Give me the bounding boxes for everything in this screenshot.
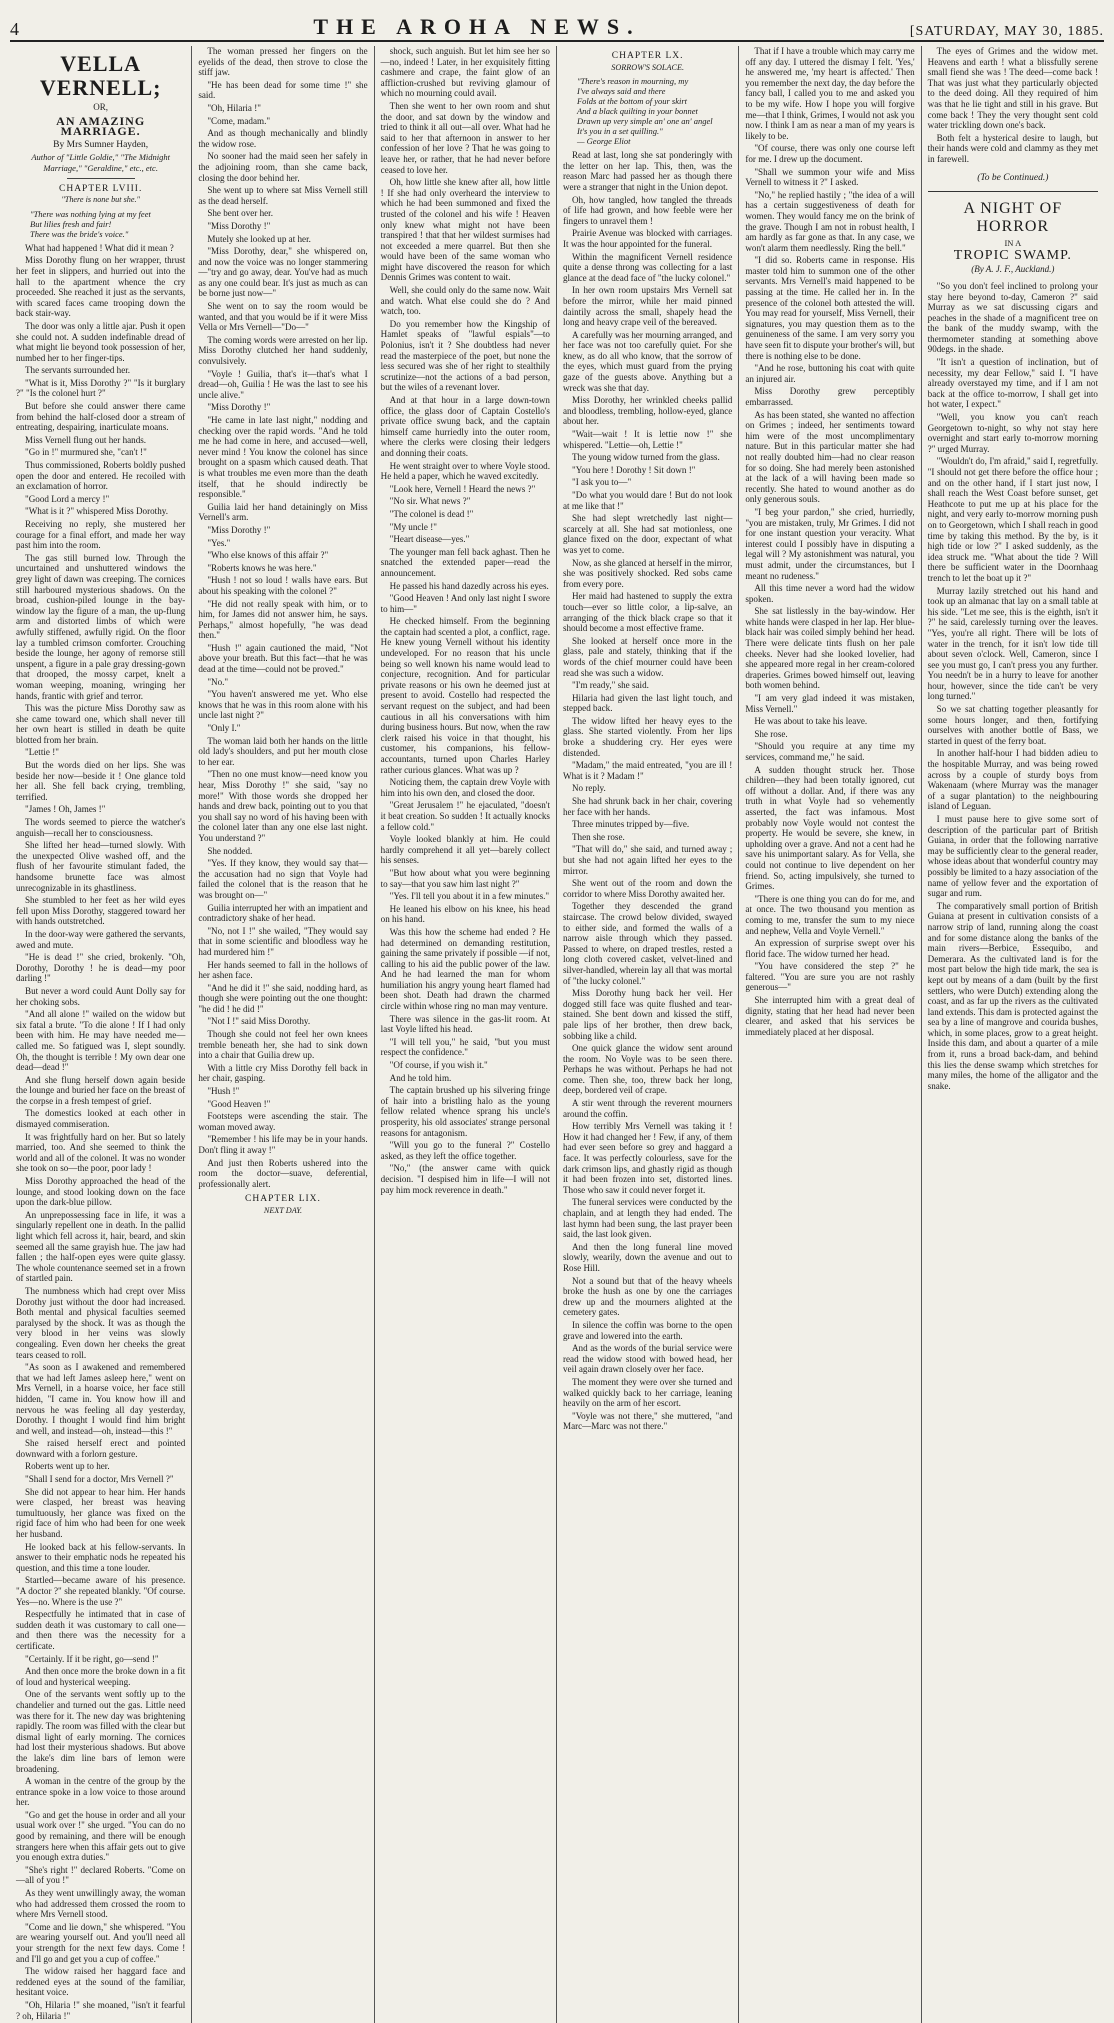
paragraph: There was silence in the gas-lit room. At last Voyle lifted his head. — [380, 1013, 550, 1035]
paragraph: One quick glance the widow sent around the room. No Voyle was to be seen there. Perhaps he was without. Perhaps he had not come. Then she, too, threw back her long, deep, bordered veil of crape. — [562, 1043, 733, 1096]
paragraph: "Of course, if you wish it." — [389, 1060, 488, 1071]
paragraph: Startled—became aware of his presence. "A doctor ?" she repeated blankly. "Of course. Yes—no. Where is the use ?" — [16, 1575, 186, 1607]
paragraph: "Voyle ! Guilia, that's it—that's what I dread—oh, Guilia ! He was the last to see his uncle alive." — [198, 368, 368, 400]
masthead — [10, 10, 1104, 42]
paragraph: "What is it, Miss Dorothy ?" "Is it burglary ?" "Is the colonel hurt ?" — [16, 377, 186, 399]
story-subtitle: TROPIC SWAMP. — [953, 247, 1072, 263]
paragraph: "Madam," the maid entreated, "you are ill ! What is it ? Madam !" — [562, 760, 733, 781]
paragraph: Oh, how little she knew after all, how little ! If she had only overheard the interview to which he had been summoned and fixed the trusted of the colonel and his wife ! Heaven only knew what might not have been transpired ! that that her wildest surmises had not exceeded a mere quarrel. But then she would have been of the same woman who might have discovered the reason for which Dennis Grimes was content to wait. — [380, 177, 550, 283]
paragraph: "Voyle was not there," she muttered, "and Marc—Marc was not there." — [562, 1410, 733, 1432]
paragraph: Footsteps were ascending the stair. The woman moved away. — [198, 1111, 368, 1132]
paragraph: An unprepossessing face in life, it was a singularly repellent one in death. In the pallid light which fell across it, hair, beard, and skin seemed all the same grayish hue. The jaw had fallen ; the half-open eyes were quite glassy. The whole countenance seemed set in a frown of startled pain. — [16, 1209, 186, 1284]
paragraph: Respectfully he intimated that in case of sudden death it was customary to call one—and then there was the necessity for a certificate. — [16, 1609, 186, 1651]
paragraph: "As soon as I awakened and remembered that we had left James asleep here," went on Mrs Vernell, in a hoarse voice, her face still hidden, "I came in. You know how ill and nervous he was feeling all day yesterday, Dorothy. I thought I would find him bright and well, and instead—oh, instead—this !" — [16, 1362, 186, 1436]
paragraph: "Good Heaven ! And only last night I swore to him—" — [380, 593, 550, 614]
column-5 — [739, 46, 921, 2023]
paragraph: The woman laid both her hands on the little old lady's shoulders, and put her mouth close to her ear. — [198, 735, 368, 767]
paragraph: The domestics looked at each other in dismayed commiseration. — [16, 1108, 186, 1130]
paragraph: It was frightfully hard on her. But so lately married, too. And she seemed to think the world and all of the colonel. It was no wonder she took on so—the poor, poor lady ! — [16, 1131, 186, 1174]
paragraph: That if I have a trouble which may carry me off any day. I uttered the dismay I felt. 'Yes,' he answered me, 'my heart is affected.' Then you remember the next day, the day before the fancy ball, I called you to me and asked you to be my wife. How I hope you will forgive me—that I think, Grimes, I would not ask you now. I think I am as near a man of my years is likely to be. — [745, 46, 915, 141]
paragraph: But never a word could Aunt Dolly say for her choking sobs. — [16, 985, 186, 1007]
paragraph: "Miss Dorothy, dear," she whispered on, and now the voice was no longer stammering—"try and go away, dear. You've had as much as any one could bear. It's just as much as can be borne just now—" — [198, 246, 368, 299]
paragraph: So we sat chatting together pleasantly for some hours longer, and then, fortifying ourselves with another bottle of Bass, we started in quest of the ferry boat. — [927, 704, 1098, 746]
paragraph: "You here ! Dorothy ! Sit down !" — [571, 464, 696, 475]
verse-line: Folds at the bottom of your skirt — [576, 96, 688, 107]
paragraph: A sudden thought struck her. Those children—they had been totally ignored, cut off without a dollar. And, if there was any truth in what Voyle had so vehemently asserted, the fact was infamous. Most probably now Voyle would not contest the property. He would be severe, she knew, in upholding over a grave. And not a cent had he save his unimportant salary. As for Vella, she could not continue to live dependent on her friend. So, acting impulsively, she turned to Grimes. — [745, 764, 915, 892]
paragraph: How terribly Mrs Vernell was taking it ! How it had changed her ! Few, if any, of them had ever seen before so grey and haggard a face. It was perfectly colourless, save for the dark crimson lips, and ghastly rigid as though it had been frozen into set, distorted lines. Those who saw it could never forget it. — [562, 1121, 733, 1195]
article-body — [928, 281, 1098, 1092]
verse-line: — George Eliot — [576, 136, 631, 147]
paragraph: As they went unwillingly away, the woman who had addressed them crossed the room to where Mrs Vernell stood. — [16, 1888, 186, 1920]
chapter-heading: CHAPTER LIX. — [245, 1194, 321, 1205]
paragraph: "Miss Dorothy !" — [207, 402, 271, 413]
paragraph: Was this how the scheme had ended ? He had determined on demanding restitution, gaining the same privately if possible —if not, calling to his aid the public power of the law. And he had learned the man for whom humiliation his angry young heart flamed had been shot. Death had drawn the charmed circle within whose ring no man may venture. — [380, 926, 550, 1012]
paragraph: In silence the coffin was borne to the open grave and lowered into the earth. — [562, 1319, 733, 1341]
paragraph: Receiving no reply, she mustered her courage for a final effort, and made her way past him into the room. — [16, 519, 186, 551]
paragraph: In her own room upstairs Mrs Vernell sat before the mirror, while her maid pinned daintily across the small, shapely head the long and heavy crape veil of the bereaved. — [562, 285, 733, 328]
paragraph: "Yes." — [207, 537, 231, 548]
chapter-verse — [563, 76, 732, 146]
paragraph: "He has been dead for some time !" she said. — [198, 79, 368, 101]
paragraph: "But how about what you were beginning to say—that you saw him last night ?" — [380, 867, 550, 889]
paragraph: She went on to say the room would be wanted, and that you would be if it were Miss Vella or Mrs Vernell—"Do—" — [198, 301, 368, 333]
paragraph: "I am very glad indeed it was mistaken, Miss Vernell." — [745, 693, 915, 714]
paragraph: An expression of surprise swept over his florid face. The widow turned her head. — [745, 938, 915, 959]
paragraph: Prairie Avenue was blocked with carriages. It was the hour appointed for the funeral. — [562, 228, 733, 249]
paragraph: Thus commissioned, Roberts boldly pushed open the door and entered. He recoiled with an exclamation of horror. — [16, 460, 186, 492]
article-body — [745, 46, 914, 1037]
paragraph: "Will you go to the funeral ?" Costello asked, as they left the office together. — [380, 1140, 550, 1161]
paragraph: He passed his hand dazedly across his eyes. — [389, 580, 549, 591]
paragraph: "What is it ?" whispered Miss Dorothy. — [25, 506, 168, 517]
paragraph: "My uncle !" — [389, 521, 437, 532]
article-body — [928, 46, 1098, 165]
paragraph: "Should you require at any time my services, command me," he said. — [745, 741, 915, 762]
paragraph: Guilia interrupted her with an impatient and contradictory shake of her head. — [198, 902, 368, 924]
section-divider — [928, 191, 1098, 192]
paragraph: "Shall I send for a doctor, Mrs Vernell ?" — [25, 1474, 174, 1485]
paragraph: "He is dead !" she cried, brokenly. "Oh, Dorothy, Dorothy ! he is dead—my poor darling !" — [16, 952, 186, 984]
paragraph: The younger man fell back aghast. Then he snatched the extended paper—read the announcement. — [380, 546, 550, 578]
paragraph: Voyle looked blankly at him. He could hardly comprehend it all yet—barely collect his senses. — [380, 834, 550, 866]
paragraph: "Oh, Hilaria !" — [207, 102, 261, 113]
newspaper-title: THE AROHA NEWS. — [313, 14, 641, 39]
paragraph: Guilia laid her hand detainingly on Miss Vernell's arm. — [198, 501, 368, 523]
chapter-verse — [16, 209, 185, 239]
page-number: 4 — [10, 19, 19, 39]
paragraph: "Hush ! not so loud ! walls have ears. But about his speaking with the colonel ?" — [198, 575, 368, 596]
paragraph: She bent over her. — [207, 208, 273, 219]
paragraph: She had slept wretchedly last night—scarcely at all. She had sat motionless, one glance fixed on the door, expectant of what was yet to come. — [562, 513, 733, 555]
paragraph: The numbness which had crept over Miss Dorothy just without the door had increased. Both mental and physical faculties seemed paralysed by the shock. It was as though the very blood in her veins was slowly congealing. Even down her cheeks the great tears ceased to roll. — [16, 1285, 186, 1360]
paragraph: Miss Dorothy, her wrinkled cheeks pallid and bloodless, trembling, hollow-eyed, glance about her. — [562, 395, 733, 427]
paragraph: Oh, how tangled, how tangled the threads of life had grown, and how feeble were her fingers to unravel them ! — [562, 194, 733, 226]
paragraph: Within the magnificent Vernell residence quite a dense throng was collecting for a last glance at the dead face of "the lucky colonel." — [562, 251, 733, 283]
paragraph: A woman in the centre of the group by the entrance spoke in a low voice to those around her. — [16, 1776, 186, 1808]
paragraph: And he told him. — [389, 1072, 452, 1083]
paragraph: "No," he replied hastily ; "the idea of a will has a certain suggestiveness of death for women. They would fancy me on the brink of the grave. Though I am not in robust health, I am hardly as far gone as that. In any case, we won't alarm them needlessly. Ring the bell." — [745, 189, 915, 253]
paragraph: Miss Dorothy flung on her wrapper, thrust her feet in slippers, and hurried out into the hall to the apartment whence the cry proceeded. She reached it just as the servants, with scared faces came trooping down the back stair-way. — [16, 255, 186, 319]
chapter-subheading: NEXT DAY. — [263, 1205, 303, 1215]
column-1 — [10, 46, 192, 2023]
paragraph: "Certainly. If it be right, go—send !" — [25, 1653, 159, 1664]
paragraph: "Yes. I'll tell you about it in a few minutes." — [389, 891, 550, 902]
serial-byline: By Mrs Sumner Hayden, — [53, 139, 149, 150]
paragraph: She stumbled to her feet as her wild eyes fell upon Miss Dorothy, staggered toward her with hands outstretched. — [16, 895, 186, 927]
divider — [67, 178, 135, 179]
paragraph: "He came in late last night," nodding and checking over the rapid words. "And he told me he had come in here, and accused—well, never mind ! You know the colonel has since brought on a spasm which caused death. That is what troubles me even more than the death itself, that he should indirectly be responsible." — [198, 415, 368, 500]
chapter-heading: CHAPTER LX. — [611, 51, 684, 61]
paragraph: Roberts went up to her. — [25, 1461, 110, 1472]
paragraph: The woman pressed her fingers on the eyelids of the dead, then strove to close the stiff jaw. — [198, 46, 368, 78]
paragraph: But the words died on her lips. She was beside her now—beside it ! One glance told her all. She fell back crying, trembling, terrified. — [16, 760, 186, 802]
paragraph: A carefully was her mourning arranged, and her face was not too carefully quiet. For she knew, as do all who know, that the sorrow of the eyes, which must guard from the prying gaze of the guests above. Anything but a wreck was she that day. — [562, 329, 733, 393]
serial-author-note: Author of "Little Goldie," "The Midnight Marriage," "Geraldine," etc., etc. — [31, 152, 170, 173]
paragraph: "It isn't a question of inclination, but of necessity, my dear Fellow," said I. "I have already overstayed my time, and if I am not back at the office to-morrow, I shall get into hot water, I expect." — [927, 357, 1098, 410]
paragraph: In the door-way were gathered the servants, awed and mute. — [16, 928, 186, 950]
chapter-epigraph: "There is none but she." — [61, 195, 140, 205]
paragraph: She rose. — [754, 728, 788, 739]
paragraph: And as though mechanically and blindly the widow rose. — [198, 128, 368, 149]
paragraph: Though she could not feel her own knees tremble beneath her, she had to sink down into a chair that Guilia drew up. — [198, 1029, 368, 1061]
paragraph: "And he rose, buttoning his coat with quite an injured air. — [745, 363, 915, 384]
paragraph: "Heart disease—yes." — [389, 534, 470, 545]
column-4 — [557, 46, 739, 2023]
story-byline: (By A. J. F., Auckland.) — [971, 264, 1055, 275]
paragraph: Miss Dorothy grew perceptibly embarrassed. — [745, 386, 915, 407]
paragraph: He was about to take his leave. — [754, 716, 868, 727]
paragraph: "And he did it !" she said, nodding hard, as though she were pointing out the one thought: "he did ! he did !" — [198, 982, 368, 1014]
paragraph: Miss Vernell flung out her hands. — [25, 434, 147, 445]
paragraph: She did not appear to hear him. Her hands were clasped, her breast was heaving tumultuously, her glance was fixed on the rigid face of him who had been for one week her husband. — [16, 1486, 186, 1540]
paragraph: "Good Heaven !" — [207, 1098, 271, 1109]
paragraph: "James ! Oh, James !" — [25, 804, 106, 815]
paragraph: No reply. — [571, 783, 606, 794]
paragraph: A stir went through the reverent mourners around the coffin. — [562, 1098, 733, 1119]
paragraph: "Only I." — [207, 723, 241, 734]
paragraph: The door was only a little ajar. Push it open she could not. A sudden indefinable dread of what might lie beyond took possession of her, numbed her to her finger-tips. — [16, 320, 186, 363]
paragraph: "Come, madam." — [207, 115, 271, 126]
paragraph: He checked himself. From the beginning the captain had scented a plot, a conflict, rage. He knew young Vernell without his identity undeveloped. For no reason that his uncle being so well known his name would lead to conjecture, recognition. And for particular private reasons or his own he deemed just at present to avoid. Costello had respected the servant request on the subject, and had been cautious in all his conversations with him during business hours. But now, when the raw clerk raised his voice in that thought, his customer, his companions, his fellow-accountants, turned upon Charles Harley rather curious glances. What was up ? — [380, 616, 550, 775]
paragraph: "I ask you to—" — [571, 477, 632, 488]
paragraph: "Go and get the house in order and all your usual work over !" she urged. "You can do no good by remaining, and there will be enough strangers here when this affair gets out to give you enough extra duties." — [16, 1809, 186, 1863]
verse-line: "There's reason in mourning, my — [576, 76, 689, 87]
paragraph: And just then Roberts ushered into the room the doctor—suave, deferential, professionally alert. — [198, 1157, 368, 1189]
paragraph: "Miss Dorothy !" — [207, 524, 271, 535]
paragraph: With a little cry Miss Dorothy fell back in her chair, gasping. — [198, 1062, 368, 1084]
paragraph: Do you remember how the Kingship of Hamlet speaks of "lawful espials"—to Polonius, isn't it ? She doubtless had never read the masterpiece of the poet, but none the less secured was she of her right to stealthily scrutinize—not the actions of a bad person, but the wiles of a revenant lover. — [380, 318, 550, 393]
paragraph: "I did so. Roberts came in response. His master told him to summon one of the other servants. Mrs Vernell's maid happened to be passing at the time. He called her in. In the presence of the colonel both attested the will. You may read for yourself, Miss Vernell, their signatures, you may question them as to the genuineness of the same. I am very sorry you have seen fit to dispute your brother's will, but there is nothing else to be done. — [745, 255, 915, 361]
paragraph: "You have considered the step ?" he faltered. "You are sure you are not rashly generous—" — [745, 961, 915, 993]
column-2 — [192, 46, 374, 2023]
paragraph: "No," (the answer came with quick decision. "I despised him in life—I will not pay him mock reverence in death." — [380, 1163, 550, 1195]
verse-line: There was the bride's voice." — [30, 228, 129, 239]
paragraph: And at that hour in a large down-town office, the glass door of Captain Costello's private office swung back, and the captain himself came hurriedly into the outer room, where the clerks were closing their ledgers and donning their coats. — [380, 395, 550, 458]
paragraph: Well, she could only do the same now. Wait and watch. What else could she do ? And watch, too. — [380, 285, 550, 317]
paragraph: "Hush !" again cautioned the maid, "Not above your breath. But this fact—that he was dead at the time—could not be proved." — [198, 642, 368, 675]
paragraph: This was the picture Miss Dorothy saw as she came toward one, which shall never till her own heart is stilled in death be quite blotted from her brain. — [16, 703, 186, 745]
paragraph: "Miss Dorothy !" — [207, 220, 271, 231]
paragraph: And then once more the broke down in a fit of loud and hysterical weeping. — [16, 1666, 186, 1687]
paragraph: "Yes. If they know, they would say that—the accusation had no sign that Voyle had failed the colonel that is the reason that he was brought on—" — [198, 858, 368, 900]
chapter-subheading: SORROW'S SOLACE. — [611, 62, 685, 72]
paragraph: And as the words of the burial service were read the widow stood with bowed head, her veil again drawn closely over her face. — [562, 1343, 733, 1375]
paragraph: The widow lifted her heavy eyes to the glass. She started violently. From her lips broke a shuddering cry. Her eyes were distended. — [562, 715, 733, 758]
paragraph: Her maid had hastened to supply the extra touch—ever so little color, a lip-salve, an arranging of the thick black crape so that it should become a most effective frame. — [562, 591, 733, 634]
paragraph: shock, such anguish. But let him see her so—no, indeed ! Later, in her exquisitely fitting cashmere and crape, the faint glow of an affliction-crushed but reviving glamour of which no mourning could avail. — [380, 46, 550, 99]
paragraph: As has been stated, she wanted no affection on Grimes ; indeed, her sentiments toward him were of the most uncomplimentary nature. But in this particular matter she had not really doubted him—had no clear reason for so doing. She had merely been astonished at the lack of a will having been made so recently. She hated to wound another as do only generous souls. — [745, 409, 915, 505]
paragraph: "Not I !" said Miss Dorothy. — [207, 1016, 311, 1027]
paragraph: The widow raised her haggard face and reddened eyes at the sound of the familiar, hesitant voice. — [16, 1966, 186, 1998]
paragraph: Noticing them, the captain drew Voyle with him into his own den, and closed the door. — [380, 777, 550, 798]
paragraph: "Roberts knows he was here." — [207, 562, 317, 573]
paragraph: She went out of the room and down the corridor to where Miss Dorothy awaited her. — [562, 878, 733, 899]
paragraph: "I beg your pardon," she cried, hurriedly, "you are mistaken, truly, Mr Grimes. I did not for one instant question your veracity. What interest could I possibly have in disputing a legal will ? My astonishment was natural, you must admit, under the circumstances, but I meant no rudeness." — [745, 506, 915, 581]
article-body — [381, 46, 550, 1195]
serial-title: VELLA VERNELL; — [39, 51, 162, 100]
paragraph: He leaned his elbow on his knee, his head on his hand. — [380, 903, 550, 925]
issue-date: [SATURDAY, MAY 30, 1885. — [909, 24, 1104, 39]
verse-line: But lilies fresh and fair! — [30, 218, 112, 229]
paragraph: "That will do," she said, and turned away ; but she had not again lifted her eyes to the mirror. — [562, 844, 733, 876]
paragraph: "No sir. What news ?" — [389, 496, 471, 507]
paragraph: The coming words were arrested on her lip. Miss Dorothy clutched her hand suddenly, convulsively. — [198, 334, 368, 367]
paragraph: Her hands seemed to fall in the hollows of her ashen face. — [198, 959, 368, 981]
paragraph: "Shall we summon your wife and Miss Vernell to witness it ?" I asked. — [745, 166, 915, 188]
paragraph: "There is one thing you can do for me, and at once. The two thousand you mention as coming to me, transfer the sum to my niece and nephew, Vella and Voyle Vernell." — [745, 893, 915, 936]
verse-line: It's you in a set quilling." — [576, 126, 663, 137]
paragraph: Then she went to her own room and shut the door, and sat down by the window and tried to think it all out—all over. What had he said to her that afternoon in answer to her confession of her love ? That he was going to leave her, or rather, that he had never before ceased to love her. — [380, 100, 550, 175]
serial-or: OR, — [93, 102, 109, 112]
paragraph: Murray lazily stretched out his hand and took up an almanac that lay on a small table at his side. "Let me see, this is the eighth, isn't it ?" he said, carelessly turning over the leaves. "Yes, you're all right. There will be lots of water in the trench, for it isn't low tide till about seven o'clock. Well, Cameron, since I see you must go, I can't press you any further. You needn't be in a hurry to leave for another hour, however, since the tide can't be very long turned." — [927, 585, 1098, 702]
columns — [10, 46, 1104, 2021]
paragraph: The comparatively small portion of British Guiana at present in cultivation consists of a narrow strip of land, running along the coast and for some distance along the banks of the main rivers—Berbice, Essequibo, and Demerara. As the cultivated land is for the most part below the high tide mark, the sea is kept out by means of a dam (built by the first settlers, who were Dutch) extending along the coast, and as far up the rivers as the cultivated land extends. This dam is protected against the sea by a line of mangrove and courida bushes, which, in some places, grow to a great height. Inside this dam, and about a quarter of a mile from it, runs a broad back-dam, and behind this lies the dense swamp which stretches for many miles, the home of the alligator and the snake. — [927, 900, 1098, 1091]
paragraph: The young widow turned from the glass. — [571, 452, 720, 463]
paragraph: Hilaria had given the last light touch, and stepped back. — [562, 692, 733, 714]
column-3 — [375, 46, 557, 2023]
paragraph: "Remember ! his life may be in your hands. Don't fling it away !" — [198, 1134, 368, 1155]
paragraph: He went straight over to where Voyle stood. He held a paper, which he waved excitedly. — [380, 460, 550, 482]
paragraph: What had happened ! What did it mean ? — [25, 242, 174, 253]
chapter-heading: CHAPTER LVIII. — [59, 183, 143, 194]
paragraph: Both felt a hysterical desire to laugh, but their hands were cold and clammy as they met in farewell. — [927, 132, 1098, 164]
paragraph: The captain brushed up his silvering fringe of hair into a bristling halo as the young fellow related whence sprang his uncle's prosperity, his old associates' strange personal reasons for antagonism. — [380, 1085, 550, 1138]
paragraph: But before she could answer there came from behind the half-closed door a stream of entreating, despairing, inarticulate moans. — [16, 401, 186, 433]
story-title: A NIGHT OF HORROR — [963, 200, 1063, 236]
paragraph: No sooner had the maid seen her safely in the adjoining room, than she came back, closing the door behind her. — [198, 151, 368, 183]
paragraph: "Wait—wait ! It is lettie now !" she whispered. "Lettie—oh, Lettie !" — [562, 429, 733, 450]
paragraph: Miss Dorothy approached the head of the lounge, and stood looking down on the face upon the dark-blue pillow. — [16, 1176, 186, 1208]
paragraph: "Who else knows of this affair ?" — [207, 550, 329, 561]
paragraph: The gas still burned low. Through the uncurtained and unshuttered windows the grey light of dawn was creeping. The cornices still harboured mysterious shadows. On the broad, cushion-piled lounge in the bay-window lay the figure of a man, the up-flung arm and distorted limbs of which were awfully stiffened, awfully rigid. On the floor lay a tumbled crimson comforter. Crouching beside the lounge, her agony of remorse still unspent, a figure in a pale gray dressing-gown that drooped, the mossy carpet, knelt a woman weeping, moaning, wringing her hands, frantic with grief and terror. — [16, 552, 186, 701]
paragraph: "Hush !" — [207, 1086, 240, 1097]
article-body — [16, 243, 185, 2021]
paragraph: "I'm ready," she said. — [571, 680, 649, 691]
verse-line: "There was nothing lying at my feet — [30, 208, 151, 219]
paragraph: "Wouldn't do, I'm afraid," said I, regretfully. "I should not get there before the office hour ; and on the other hand, if I start just now, I shall reach the West Coast before sunset, get Heathcote to put me up at his place for the night, and very early to-morrow morning push on to Georgetown, which I shall reach in good time by taking this method. By the by, is it high tide or low ?" I asked suddenly, as the idea struck me. "What about the tide ? Will there be sufficient water in the Doornhaag trench to let the boat up it ?" — [927, 456, 1098, 583]
paragraph: "You haven't answered me yet. Who else knows that he was in this room alone with his uncle last night ?" — [198, 689, 368, 721]
paragraph: "Good Lord a mercy !" — [25, 493, 110, 504]
paragraph: The moment they were over she turned and walked quickly back to her carriage, leaning heavily on the arm of her escort. — [562, 1376, 733, 1409]
paragraph: "Great Jerusalem !" he ejaculated, "doesn't it beat creation. So sudden ! It actually knocks a fellow cold." — [380, 800, 550, 832]
paragraph: She raised herself erect and pointed downward with a forlorn gesture. — [16, 1438, 186, 1459]
paragraph: "Of course, there was only one course left for me. I drew up the document. — [745, 143, 915, 164]
paragraph: Mutely she looked up at her. — [207, 233, 311, 244]
paragraph: "She's right !" declared Roberts. "Come on—all of you !" — [16, 1864, 186, 1886]
to-be-continued: (To be Continued.) — [977, 172, 1049, 183]
paragraph: She nodded. — [207, 845, 253, 856]
paragraph: "Well, you know you can't reach Georgetown to-night, so why not stay here overnight and start early to-morrow morning ?" urged Murray. — [927, 412, 1098, 454]
paragraph: Read at last, long she sat ponderingly with the letter on her lap. This, then, was the reason Marc had passed her as though there were a stranger that night in the Union depot. — [562, 150, 733, 192]
paragraph: "The colonel is dead !" — [389, 508, 474, 519]
paragraph: Then she rose. — [571, 831, 625, 842]
paragraph: She interrupted him with a great deal of dignity, stating that her head had never been clearer, and asked that his services be immediately placed at her disposal. — [745, 995, 915, 1037]
paragraph: "Oh, Hilaria !" she moaned, "isn't it fearful ? oh, Hilaria !" — [16, 1999, 186, 2021]
paragraph: The funeral services were conducted by the chaplain, and at length they had ended. The last hymn had been sung, the last prayer been said, the last look given. — [562, 1197, 733, 1240]
paragraph: The words seemed to pierce the watcher's anguish—recall her to consciousness. — [16, 817, 186, 838]
paragraph: All this time never a word had the widow spoken. — [745, 583, 915, 604]
paragraph: "Lettie !" — [25, 747, 59, 758]
paragraph: Together they descended the grand staircase. The crowd below divided, swayed to either side, and formed the walls of a narrow aisle through which they passed. Passed to where, on draped trestles, rested a long cloth covered casket, velvet-lined and silver-handled, wherein lay all that was mortal of "the lucky colonel." — [562, 901, 733, 986]
paragraph: "He did not really speak with him, or to him, for James did not answer him, he says. Perhaps," almost hopefully, "he was dead then." — [198, 598, 368, 641]
paragraph: "Come and lie down," she whispered. "You are wearing yourself out. And you'll need all your strength for the next few days. Come ! and I'll go and get you a cup of coffee." — [16, 1921, 186, 1964]
verse-line: And a black quilting in your bonnet — [576, 106, 698, 117]
column-6 — [922, 46, 1104, 2023]
paragraph: She sat listlessly in the bay-window. Her white hands were clasped in her lap. Her blue-black hair was coiled simply behind her head. There were delicate tints flush on her pale cheeks. Never had she looked lovelier, had she appeared more regal in her cream-colored draperies. Grimes bowed himself out, leaving both women behind. — [745, 606, 915, 691]
article-body — [563, 150, 732, 1432]
paragraph: "Go in !" murmured she, "can't !" — [25, 447, 147, 458]
paragraph: "So you don't feel inclined to prolong your stay here beyond to-day, Cameron ?" said Murray as we sat discussing cigars and peaches in the shade of a magnificent tree on the bank of the muddy swamp, with the thermometer standing at something above 90degs. in the shade. — [927, 280, 1098, 355]
article-body — [198, 46, 367, 1189]
paragraph: She lifted her head—turned slowly. With the unexpected Olive washed off, and the flush of her favourite stimulant faded, the handsome brunette face was almost unrecognizable in its ghastliness. — [16, 840, 186, 893]
paragraph: The servants surrounded her. — [25, 365, 131, 376]
paragraph: Three minutes tripped by—five. — [571, 819, 690, 830]
verse-line: I've always said and there — [576, 86, 666, 97]
paragraph: And then the long funeral line moved slowly, wearily, down the avenue and out to Rose Hill. — [562, 1241, 733, 1273]
paragraph: Miss Dorothy hung back her veil. Her dogged still face was quite flushed and tear-stained. She bent down and kissed the stiff, pale lips of her brother, then drew back, sobbing like a child. — [562, 988, 733, 1041]
paragraph: The eyes of Grimes and the widow met. Heavens and earth ! what a blissfully serene small fiend she was ! The deed—come back ! That was just what they particularly objected to the deed doing. All they required of him was that he lie tight and still in his grave. But come back ! They the very thought sent cold water trickling down one's back. — [927, 46, 1098, 131]
paragraph: Not a sound but that of the heavy wheels broke the hush as one by one the carriages drew up and the mourners alighted at the cemetery gates. — [562, 1275, 733, 1318]
paragraph: One of the servants went softly up to the chandelier and turned out the gas. Little need was there for it. The new day was brightening rapidly. The room was filled with the clear but dismal light of early morning. The cornices had lost their mysterious shadows. But above the lake's dim line bars of lemon were broadening. — [16, 1689, 186, 1774]
paragraph: I must pause here to give some sort of description of the particular part of British Guiana, in order that the following narrative may be sufficiently clear to the general reader, whose ideas about that wonderful country may possibly be limited to a hazy association of the name of yellow fever and the exportation of sugar and rum. — [927, 814, 1098, 899]
paragraph: "No, not I !" she wailed, "They would say that in some scientific and bloodless way he had murdered him !" — [198, 925, 368, 957]
paragraph: He looked back at his fellow-servants. In answer to their emphatic nods he repeated his question, and this time a tone louder. — [16, 1541, 186, 1573]
story-title-mid: IN A — [1004, 238, 1022, 249]
serial-subtitle: AN AMAZING MARRIAGE. — [56, 113, 146, 139]
paragraph: "Do what you would dare ! But do not look at me like that !" — [562, 490, 733, 511]
paragraph: And she flung herself down again beside the lounge and buried her face on the breast of the corpse in a fresh tempest of grief. — [16, 1074, 186, 1106]
paragraph: "Look here, Vernell ! Heard the news ?" — [389, 483, 536, 494]
paragraph: She had shrunk back in her chair, covering her face with her hands. — [562, 796, 733, 817]
paragraph: "I will tell you," he said, "but you must respect the confidence." — [380, 1036, 550, 1058]
paragraph: "Then no one must know—need know you hear, Miss Dorothy !" she said, "say no more!" With those words she dropped her hands and drew back, pointing out to you that you shall say no word of his having been with the colonel later than any one else last night. You understand ?" — [198, 769, 368, 843]
paragraph: She looked at herself once more in the glass, pale and stately, thinking that if the words of the chief mourner could have been read she was such a widow. — [562, 635, 733, 678]
paragraph: "And all alone !" wailed on the widow but six fatal a brute. "To die alone ! If I had only been with him. He may have needed me—called me. So fatigued was I, slept soundly. Oh, the thought is terrible ! My own dear one dead—dead !" — [16, 1009, 186, 1073]
paragraph: She went up to where sat Miss Vernell still as the dead herself. — [198, 185, 368, 206]
paragraph: "No." — [207, 676, 229, 687]
paragraph: In another half-hour I had bidden adieu to the hospitable Murray, and was being rowed across by a couple of sturdy boys from Wakenaam (where Murray was the manager of a sugar plantation) to the neighbouring island of Leguan. — [927, 748, 1098, 812]
verse-line: Drawn up very simple an' one an' angel — [576, 116, 713, 127]
paragraph: Now, as she glanced at herself in the mirror, she was positively shocked. Red sobs came from every pore. — [562, 557, 733, 589]
